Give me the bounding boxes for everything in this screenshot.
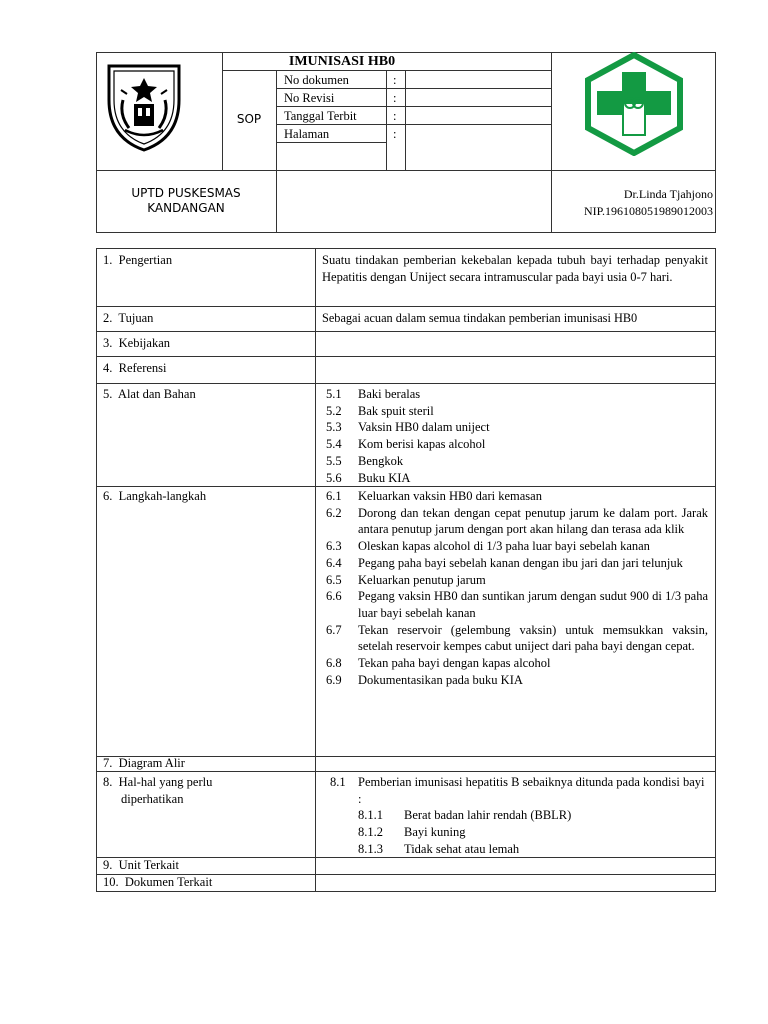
list-item: 6.5 Keluarkan penutup jarum: [326, 572, 486, 587]
regency-coat-of-arms-icon: [101, 60, 187, 152]
list-item: 6.9 Dokumentasikan pada buku KIA: [326, 672, 523, 687]
signer-nip: NIP.196108051989012003: [583, 204, 713, 218]
list-item: 5.6 Buku KIA: [326, 470, 411, 485]
doc-row-label-1: No dokumen: [284, 73, 349, 87]
section-label-referensi: 4. Referensi: [103, 361, 167, 375]
doc-row-sep-3: :: [393, 109, 397, 123]
org-name: [96, 186, 276, 216]
alat-list: [326, 386, 706, 486]
document-title: IMUNISASI HB0: [288, 54, 396, 69]
org-name-line-1: UPTD PUSKESMAS: [131, 186, 241, 200]
list-item: 5.2 Bak spuit steril: [326, 403, 434, 418]
doc-row-label-3: Tanggal Terbit: [284, 109, 357, 123]
doc-row-label-2: No Revisi: [284, 91, 335, 105]
section-label-tujuan: 2. Tujuan: [103, 311, 154, 325]
doc-row-sep-1: :: [393, 73, 397, 87]
signer-name: Dr.Linda Tjahjono: [623, 187, 713, 201]
hal-content: [330, 774, 710, 858]
section-label-dokumen: 10. Dokumen Terkait: [103, 875, 213, 889]
section-label-unit: 9. Unit Terkait: [103, 858, 179, 872]
langkah-list: [326, 488, 708, 688]
doc-row-sep-4: :: [393, 127, 397, 141]
puskesmas-logo-icon: [584, 52, 684, 156]
list-item: 5.1 Baki beralas: [326, 387, 421, 401]
section-text-pengertian: Suatu tindakan pemberian kekebalan kepada tubuh bayi terhadap penyakit Hepatitis dengan Uniject secara intramuscular pada bayi usia 0-7 hari.: [322, 253, 708, 284]
list-item: 5.4 Kom berisi kapas alcohol: [326, 437, 486, 452]
list-item: 6.4 Pegang paha bayi sebelah kanan dengan ibu jari dan jari telunjuk: [326, 555, 683, 570]
section-label-hal: [103, 774, 212, 807]
hal-label-line-2: diperhatikan: [121, 791, 184, 806]
list-item: 6.1 Keluarkan vaksin HB0 dari kemasan: [326, 489, 542, 503]
section-label-alat: 5. Alat dan Bahan: [103, 387, 196, 401]
doc-row-sep-2: :: [393, 91, 397, 105]
section-text-tujuan: Sebagai acuan dalam semua tindakan pemberian imunisasi HB0: [322, 311, 638, 325]
sop-label: SOP: [236, 112, 262, 126]
section-label-kebijakan: 3. Kebijakan: [103, 336, 170, 350]
section-label-pengertian: 1. Pengertian: [103, 253, 173, 267]
list-item: 6.6 Pegang vaksin HB0 dan suntikan jarum dengan sudut 900 di 1/3 paha luar bayi sebelah kanan: [326, 589, 708, 620]
sub-list-item: 8.1.2 Bayi kuning: [358, 825, 466, 840]
sub-list-item: 8.1.3 Tidak sehat atau lemah: [358, 841, 520, 856]
list-item: 5.5 Bengkok: [326, 453, 404, 468]
hal-label-line-1: 8. Hal-hal yang perlu: [103, 775, 213, 789]
doc-row-label-4: Halaman: [284, 127, 330, 141]
list-item: 5.3 Vaksin HB0 dalam uniject: [326, 420, 490, 435]
org-name-line-2: KANDANGAN: [147, 201, 225, 215]
section-label-langkah: 6. Langkah-langkah: [103, 489, 207, 503]
signer-block: [551, 186, 715, 220]
list-item: 6.7 Tekan reservoir (gelembung vaksin) untuk memsukkan vaksin, setelah reservoir kempes cabut uniject dari paha bayi dengan cepat.: [326, 622, 708, 654]
list-item: 8.1 Pemberian imunisasi hepatitis B sebaiknya ditunda pada kondisi bayi :: [330, 775, 705, 806]
list-item: 6.2 Dorong dan tekan dengan cepat penutup jarum ke dalam port. Jarak antara penutup jarum dengan port akan hilang dan terasa ada klik: [326, 505, 708, 537]
list-item: 6.3 Oleskan kapas alcohol di 1/3 paha luar bayi sebelah kanan: [326, 539, 650, 554]
list-item: 6.8 Tekan paha bayi dengan kapas alcohol: [326, 656, 551, 671]
sub-list-item: 8.1.1 Berat badan lahir rendah (BBLR): [358, 808, 572, 823]
section-label-diagram: 7. Diagram Alir: [103, 756, 185, 770]
